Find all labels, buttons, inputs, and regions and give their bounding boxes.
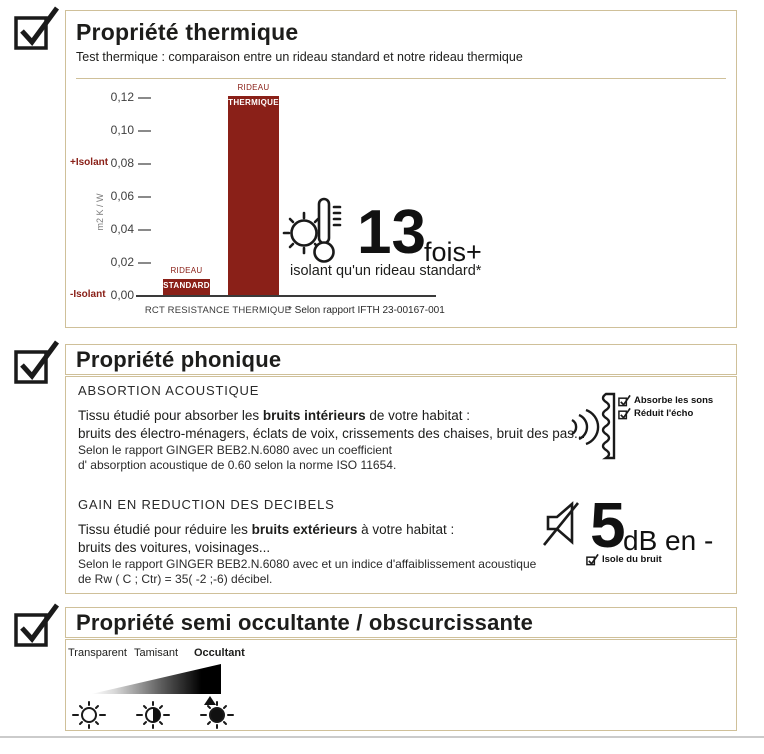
chart-plus-isolant-label: +Isolant	[70, 157, 109, 168]
reduction-line3: Selon le rapport GINGER BEB2.N.6080 avec et un indice d'affaiblissement acoustique	[78, 557, 537, 571]
absorption-line1-end: de votre habitat :	[365, 408, 470, 423]
absorption-paragraph	[78, 407, 585, 473]
decibel-highlight-suffix: dB en -	[623, 525, 714, 556]
y-tick-label: 0,00	[110, 288, 134, 302]
y-tick-label: 0,02	[110, 255, 134, 269]
absorbe-les-sons-label: Absorbe les sons	[634, 395, 714, 406]
section-phonique-title: Propriété phonique	[76, 347, 282, 372]
y-tick-label: 0,06	[110, 189, 134, 203]
y-tick-label: 0,10	[110, 123, 134, 137]
y-tick-label: 0,04	[110, 222, 134, 236]
section-occultation-title: Propriété semi occultante / obscurcissante	[76, 610, 534, 635]
thermal-highlight-suffix: fois+	[424, 237, 482, 267]
checked-checkbox-icon	[10, 601, 60, 649]
sound-absorption-icon	[562, 390, 622, 464]
section-phonique-titlebar	[65, 344, 737, 375]
section-phonique-content	[65, 376, 737, 594]
thermal-highlight-number: 13	[357, 198, 426, 267]
sun-outline-icon	[71, 700, 107, 730]
level-transparent-label: Transparent	[68, 647, 127, 659]
checked-checkbox-icon	[586, 553, 599, 566]
reduction-line2: bruits des voitures, voisinages...	[78, 540, 271, 555]
chart-footnote: * Selon rapport IFTH 23-00167-001	[288, 305, 445, 316]
absorption-line1-bold: bruits intérieurs	[262, 408, 366, 423]
y-tick-mark	[138, 262, 151, 264]
section-thermique	[65, 10, 737, 328]
decibel-highlight-number: 5	[590, 489, 626, 561]
y-tick-mark	[138, 97, 151, 99]
y-tick-label: 0,08	[110, 156, 134, 170]
bar-category-label: RIDEAU	[237, 83, 270, 92]
absorption-line3: Selon le rapport GINGER BEB2.N.6080 avec un coefficient	[78, 443, 392, 457]
chart-minus-isolant-label: -Isolant	[70, 289, 106, 300]
absorption-heading: ABSORTION ACOUSTIQUE	[78, 383, 260, 398]
absorbe-les-sons-badge	[618, 394, 713, 407]
reduit-echo-badge	[618, 407, 693, 420]
sun-half-filled-icon	[135, 700, 171, 730]
bar-category-sublabel: THERMIQUE	[228, 98, 279, 107]
muted-speaker-icon	[540, 495, 594, 551]
bar-category-sublabel: STANDARD	[163, 281, 210, 290]
sun-filled-icon	[199, 700, 235, 730]
chart-bar	[228, 96, 279, 296]
y-tick-mark	[138, 130, 151, 132]
isole-du-bruit-label: Isole du bruit	[602, 554, 662, 565]
reduction-line1: Tissu étudié pour réduire les	[78, 522, 252, 537]
reduction-line1-end: à votre habitat :	[357, 522, 455, 537]
checked-checkbox-icon	[618, 407, 631, 420]
reduit-echo-label: Réduit l'écho	[634, 408, 694, 419]
reduction-line4: de Rw ( C ; Ctr) = 35( -2 ;-6) décibel.	[78, 572, 273, 586]
absorption-line2: bruits des électro-ménagers, éclats de voix, crissements des chaises, bruit des pas...	[78, 426, 586, 441]
level-tamisant-label: Tamisant	[134, 647, 179, 659]
chart-x-axis	[136, 295, 436, 297]
thermal-highlight-caption: isolant qu'un rideau standard*	[290, 263, 482, 279]
reduction-heading: GAIN EN REDUCTION DES DECIBELS	[78, 497, 335, 512]
absorption-line1: Tissu étudié pour absorber les	[78, 408, 263, 423]
reduction-paragraph	[78, 521, 536, 587]
chart-bar	[163, 279, 210, 296]
section-thermique-title: Propriété thermique	[76, 19, 299, 45]
level-occultant-label: Occultant	[194, 647, 245, 659]
absorption-line4: d' absorption acoustique de 0.60 selon la norme ISO 11654.	[78, 458, 397, 472]
checked-checkbox-icon	[10, 4, 60, 52]
y-tick-mark	[138, 196, 151, 198]
section-occultation-titlebar	[65, 607, 737, 638]
opacity-gradient-wedge	[91, 664, 221, 694]
bar-category-label: RIDEAU	[170, 266, 203, 275]
bottom-divider	[0, 736, 764, 738]
isole-du-bruit-badge	[586, 553, 662, 566]
section-thermique-subtitle: Test thermique : comparaison entre un rideau standard et notre rideau thermique	[76, 50, 523, 64]
y-tick-label: 0,12	[110, 90, 134, 104]
checked-checkbox-icon	[10, 338, 60, 386]
checked-checkbox-icon	[618, 394, 631, 407]
chart-y-axis-label: m2 K / W	[95, 193, 105, 231]
chart-x-axis-label: RCT RESISTANCE THERMIQUE	[144, 305, 292, 316]
section-occultation-content	[65, 639, 737, 731]
thermometer-sun-icon	[282, 195, 352, 267]
thermal-bar-chart	[66, 11, 736, 327]
y-tick-mark	[138, 229, 151, 231]
reduction-line1-bold: bruits extérieurs	[251, 522, 358, 537]
y-tick-mark	[138, 163, 151, 165]
